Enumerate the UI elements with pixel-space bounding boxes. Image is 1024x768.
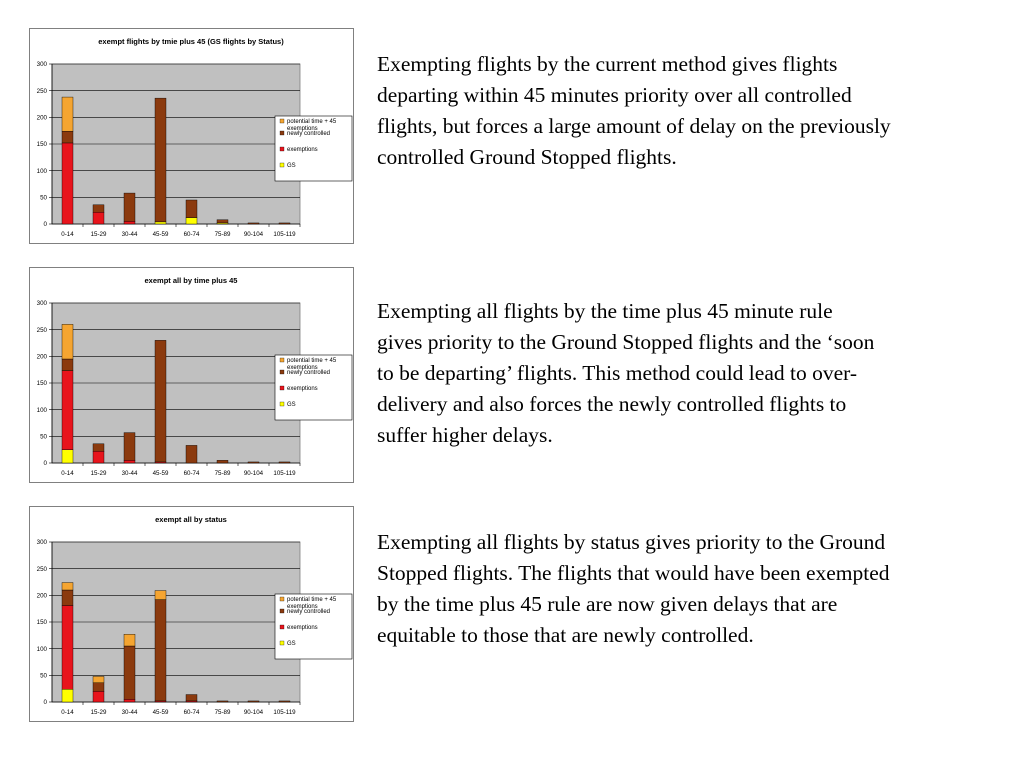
bar-segment-newly-controlled — [124, 193, 135, 221]
caption-2-line: gives priority to the Ground Stopped flights and the ‘soon — [377, 330, 875, 354]
chart-3-svg — [30, 507, 353, 721]
caption-3-line: Stopped flights. The flights that would have been exempted — [377, 561, 890, 585]
legend-label-line: potential time + 45 — [287, 119, 337, 125]
x-tick-label: 90-104 — [243, 231, 264, 238]
legend-label: GS — [287, 163, 296, 169]
bar-segment-newly-controlled — [186, 200, 197, 218]
legend-label: exemptions — [287, 147, 318, 153]
bar-segment-potential-time-45-exemptions — [62, 583, 73, 590]
legend-swatch — [280, 641, 284, 645]
y-tick-label: 0 — [43, 460, 47, 468]
x-tick-label: 30-44 — [121, 709, 138, 716]
legend-label-line: exemptions — [287, 604, 318, 610]
legend-label: exemptions — [287, 625, 318, 631]
y-tick-label: 300 — [36, 61, 47, 69]
bar-segment-newly-controlled — [217, 701, 228, 702]
legend-label-line: potential time + 45 — [287, 597, 337, 603]
legend-swatch — [280, 370, 284, 374]
x-tick-label: 15-29 — [90, 709, 107, 716]
bar-segment-newly-controlled — [248, 462, 259, 463]
caption-1-line: flights, but forces a large amount of delay on the previously — [377, 114, 891, 138]
bar-segment-exemptions — [62, 371, 73, 450]
y-tick-label: 150 — [36, 141, 47, 149]
bar-segment-exemptions — [124, 699, 135, 702]
legend-swatch — [280, 609, 284, 613]
caption-2 — [377, 296, 1007, 451]
legend-swatch — [280, 402, 284, 406]
x-tick-label: 105-119 — [273, 231, 296, 238]
bar-segment-exemptions — [93, 691, 104, 702]
bar-segment-exemptions — [62, 605, 73, 689]
bar-segment-newly-controlled — [217, 220, 228, 223]
bar-segment-newly-controlled — [248, 701, 259, 702]
chart-title: exempt all by status — [155, 515, 227, 524]
caption-1-line: controlled Ground Stopped flights. — [377, 145, 677, 169]
bar-segment-exemptions — [93, 212, 104, 224]
bar-segment-exemptions — [62, 143, 73, 224]
chart-panel-3 — [29, 506, 354, 722]
y-tick-label: 50 — [40, 194, 47, 202]
y-tick-label: 200 — [36, 592, 47, 600]
chart-title: exempt flights by tmie plus 45 (GS flights by Status) — [98, 37, 284, 46]
bar-segment-newly-controlled — [279, 701, 290, 702]
bar-segment-newly-controlled — [93, 205, 104, 212]
bar-segment-newly-controlled — [186, 695, 197, 701]
x-tick-label: 60-74 — [183, 709, 200, 716]
x-tick-label: 30-44 — [121, 470, 138, 477]
bar-segment-newly-controlled — [62, 359, 73, 371]
bar-segment-potential-time-45-exemptions — [62, 97, 73, 131]
caption-3-line: by the time plus 45 rule are now given delays that are — [377, 592, 838, 616]
chart-1-svg — [30, 29, 353, 243]
legend-swatch — [280, 119, 284, 123]
caption-2-line: delivery and also forces the newly controlled flights to — [377, 392, 847, 416]
legend-swatch — [280, 597, 284, 601]
x-tick-label: 90-104 — [243, 709, 264, 716]
legend-label-line: potential time + 45 — [287, 358, 337, 364]
caption-2-line: suffer higher delays. — [377, 423, 553, 447]
caption-3-line: equitable to those that are newly controlled. — [377, 623, 754, 647]
legend-swatch — [280, 131, 284, 135]
bar-segment-newly-controlled — [124, 433, 135, 461]
x-tick-label: 0-14 — [61, 709, 74, 716]
y-tick-label: 250 — [36, 565, 47, 573]
bar-segment-newly-controlled — [155, 600, 166, 701]
y-tick-label: 100 — [36, 167, 47, 175]
legend-label: newly controlled — [287, 131, 331, 137]
y-tick-label: 100 — [36, 406, 47, 414]
bar-segment-GS — [186, 218, 197, 224]
legend-swatch — [280, 386, 284, 390]
bar-segment-potential-time-45-exemptions — [155, 591, 166, 600]
y-tick-label: 0 — [43, 699, 47, 707]
chart-2-svg — [30, 268, 353, 482]
bar-segment-newly-controlled — [217, 460, 228, 463]
bar-segment-potential-time-45-exemptions — [124, 634, 135, 646]
caption-2-line: to be departing’ flights. This method could lead to over- — [377, 361, 858, 385]
y-tick-label: 150 — [36, 380, 47, 388]
y-tick-label: 300 — [36, 539, 47, 547]
caption-3 — [377, 527, 1007, 651]
bar-segment-potential-time-45-exemptions — [93, 676, 104, 682]
y-tick-label: 50 — [40, 672, 47, 680]
caption-3-line: Exempting all flights by status gives priority to the Ground — [377, 530, 886, 554]
legend-swatch — [280, 147, 284, 151]
bar-segment-newly-controlled — [155, 98, 166, 222]
legend-swatch — [280, 625, 284, 629]
y-tick-label: 250 — [36, 87, 47, 95]
legend-label: GS — [287, 641, 296, 647]
x-tick-label: 90-104 — [243, 470, 264, 477]
y-tick-label: 250 — [36, 326, 47, 334]
bar-segment-newly-controlled — [279, 223, 290, 224]
x-tick-label: 75-89 — [214, 231, 231, 238]
x-tick-label: 0-14 — [61, 470, 74, 477]
y-tick-label: 200 — [36, 353, 47, 361]
y-tick-label: 150 — [36, 619, 47, 627]
x-tick-label: 105-119 — [273, 470, 296, 477]
chart-panel-2 — [29, 267, 354, 483]
bar-segment-exemptions — [124, 460, 135, 463]
legend-swatch — [280, 163, 284, 167]
bar-segment-potential-time-45-exemptions — [62, 324, 73, 359]
chart-title: exempt all by time plus 45 — [144, 276, 238, 285]
bar-segment-newly-controlled — [62, 131, 73, 143]
y-tick-label: 0 — [43, 221, 47, 229]
x-tick-label: 75-89 — [214, 709, 231, 716]
bar-segment-newly-controlled — [93, 444, 104, 451]
x-tick-label: 75-89 — [214, 470, 231, 477]
x-tick-label: 0-14 — [61, 231, 74, 238]
caption-1-line: Exempting flights by the current method gives flights — [377, 52, 838, 76]
caption-2-line: Exempting all flights by the time plus 45 minute rule — [377, 299, 833, 323]
bar-segment-newly-controlled — [186, 445, 197, 463]
legend-label: newly controlled — [287, 609, 331, 615]
y-tick-label: 300 — [36, 300, 47, 308]
x-tick-label: 105-119 — [273, 709, 296, 716]
legend-label: exemptions — [287, 386, 318, 392]
caption-1 — [377, 49, 1007, 173]
bar-segment-GS — [155, 222, 166, 224]
legend-label-line: exemptions — [287, 365, 318, 371]
x-tick-label: 45-59 — [152, 470, 169, 477]
legend-label-line: exemptions — [287, 126, 318, 132]
legend-swatch — [280, 358, 284, 362]
legend-label: newly controlled — [287, 370, 331, 376]
y-tick-label: 50 — [40, 433, 47, 441]
legend-label: GS — [287, 402, 296, 408]
bar-segment-newly-controlled — [279, 462, 290, 463]
x-tick-label: 30-44 — [121, 231, 138, 238]
caption-1-line: departing within 45 minutes priority over all controlled — [377, 83, 852, 107]
x-tick-label: 15-29 — [90, 231, 107, 238]
bar-segment-exemptions — [124, 221, 135, 224]
x-tick-label: 60-74 — [183, 470, 200, 477]
y-tick-label: 200 — [36, 114, 47, 122]
bar-segment-newly-controlled — [155, 340, 166, 462]
bar-segment-newly-controlled — [124, 646, 135, 699]
bar-segment-GS — [62, 450, 73, 463]
y-tick-label: 100 — [36, 645, 47, 653]
bar-segment-newly-controlled — [62, 590, 73, 605]
x-tick-label: 60-74 — [183, 231, 200, 238]
bar-segment-newly-controlled — [93, 683, 104, 692]
x-tick-label: 45-59 — [152, 709, 169, 716]
x-tick-label: 15-29 — [90, 470, 107, 477]
bar-segment-exemptions — [93, 451, 104, 463]
bar-segment-GS — [62, 689, 73, 702]
bar-segment-newly-controlled — [248, 223, 259, 224]
x-tick-label: 45-59 — [152, 231, 169, 238]
chart-panel-1 — [29, 28, 354, 244]
